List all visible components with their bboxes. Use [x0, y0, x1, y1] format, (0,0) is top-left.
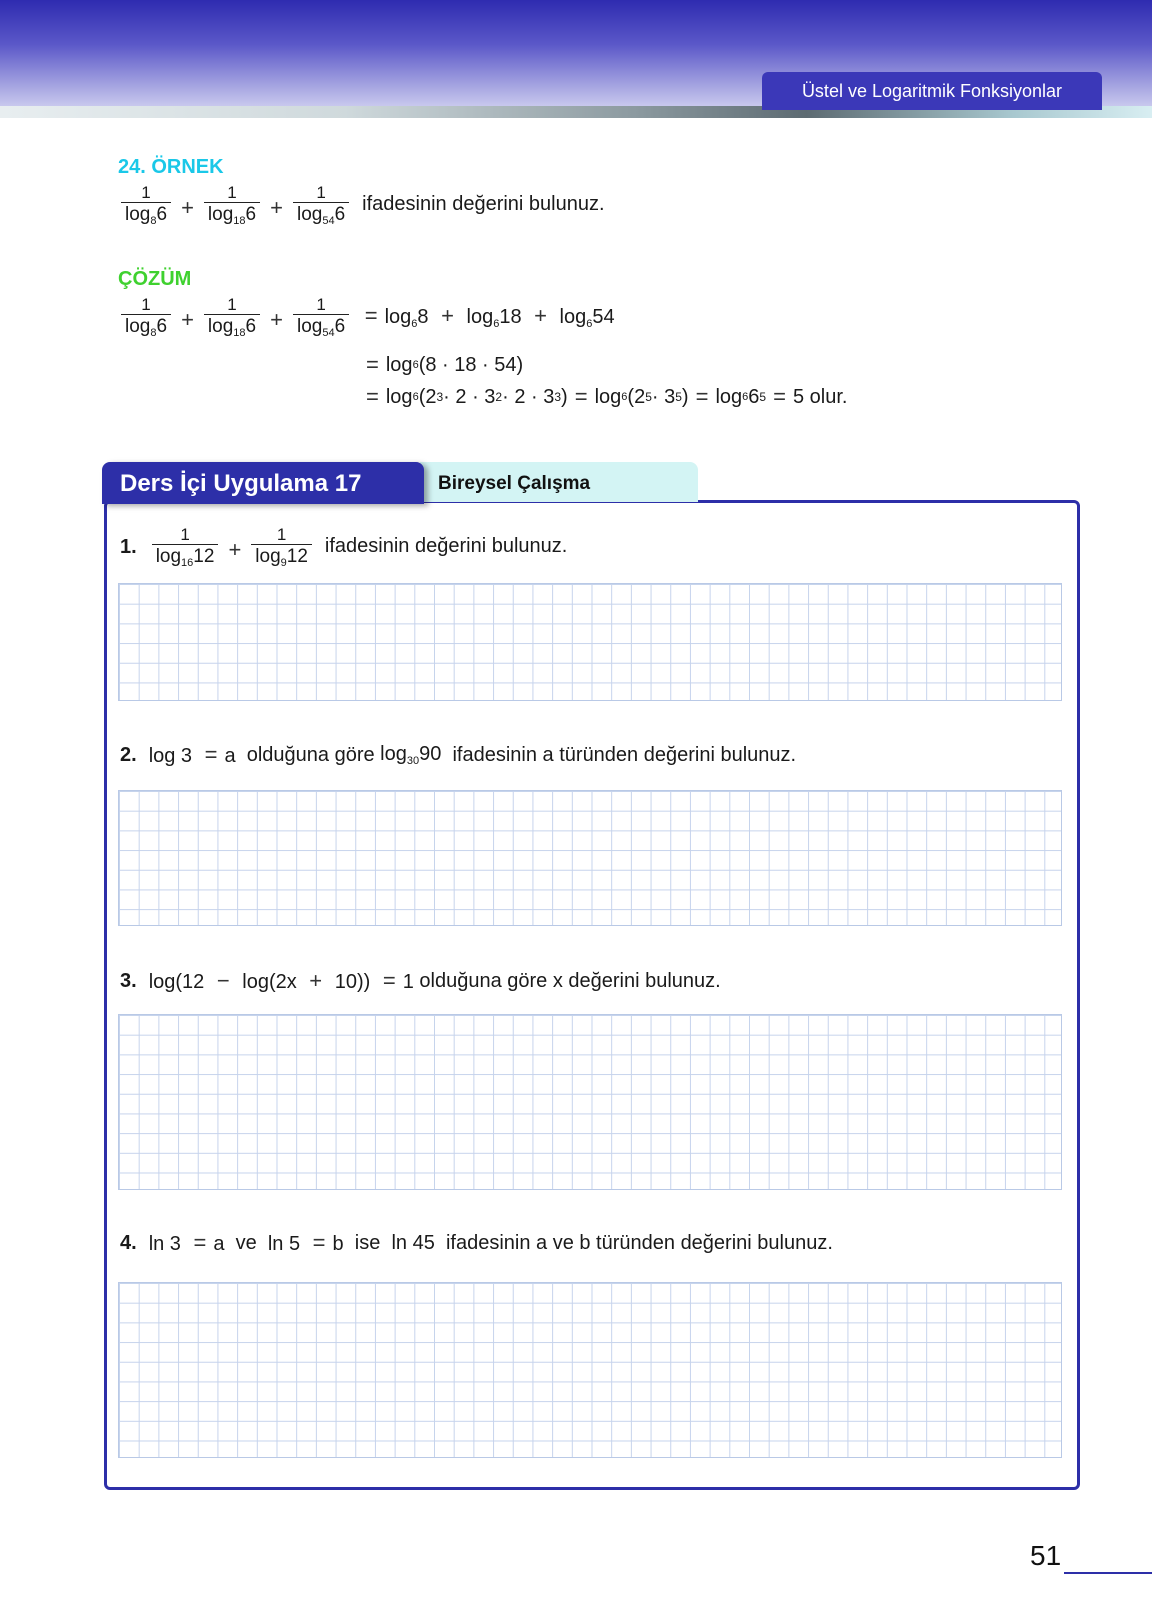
- exercise-title: Ders İçi Uygulama 17: [102, 462, 424, 504]
- fraction: $\frac{1}{\log_86}$: [121, 296, 171, 344]
- question-text: ifadesinin a ve b türünden değerini bulunuz.: [445, 1231, 833, 1254]
- fraction: $\frac{1}{\log_86}$: [121, 184, 171, 232]
- answer-grid-4[interactable]: [118, 1282, 1062, 1458]
- solution-line-2: = log 6 (8 · 18 · 54): [366, 352, 524, 377]
- example-label: 24. ÖRNEK: [118, 156, 224, 178]
- question-3: 3. log(12 − log(2x + 10)) = 1 olduğuna göre x değerini bulunuz.: [120, 968, 721, 993]
- example-expression: $\frac{1}{\log_86}$ + $\frac{1}{\log_{18}6}$ + $\frac{1}{\log_{54}6}$ ifadesinin değerini bulunuz.: [118, 184, 605, 232]
- fraction: $\frac{1}{\log_{16}12}$: [152, 526, 219, 574]
- exercise-subtitle: Bireysel Çalışma: [420, 462, 698, 502]
- question-number: 1.: [120, 535, 137, 558]
- solution-line-3: = log 6 (2 3 · 2 · 3 2 · 2 · 3 3 ) = log 6 (2 5 · 3 5 ) = log 6 6 5 = 5 olur.: [366, 384, 848, 409]
- fraction: $\frac{1}{\log_{54}6}$: [293, 296, 349, 344]
- page-number-rule: [1064, 1572, 1152, 1574]
- question-number: 4.: [120, 1231, 137, 1254]
- page-number: 51: [1030, 1540, 1062, 1571]
- fraction: $\frac{1}{\log_912}$: [251, 526, 312, 574]
- solution-conclusion: olur.: [809, 385, 848, 408]
- question-text: ifadesinin değerini bulunuz.: [324, 534, 568, 557]
- fraction: $\frac{1}{\log_{54}6}$: [293, 184, 349, 232]
- question-text: ve: [235, 1231, 257, 1254]
- question-number: 3.: [120, 969, 137, 992]
- chapter-title: Üstel ve Logaritmik Fonksiyonlar: [762, 72, 1102, 110]
- fraction: $\frac{1}{\log_{18}6}$: [204, 296, 260, 344]
- answer-grid-3[interactable]: [118, 1014, 1062, 1190]
- solution-label: ÇÖZÜM: [118, 268, 192, 290]
- question-text: ise: [354, 1231, 381, 1254]
- question-2: 2. log 3 = a olduğuna göre $\log_{30}90$ ifadesinin a türünden değerini bulunuz.: [120, 742, 797, 767]
- answer-grid-1[interactable]: [118, 583, 1062, 701]
- question-text: olduğuna göre x değerini bulunuz.: [419, 969, 721, 992]
- question-text: ifadesinin a türünden değerini bulunuz.: [452, 743, 797, 766]
- question-4: 4. ln 3 = a ve ln 5 = b ise ln 45 ifadesinin a ve b türünden değerini bulunuz.: [120, 1230, 833, 1255]
- example-question-text: ifadesinin değerini bulunuz.: [362, 192, 605, 215]
- question-text: olduğuna göre: [246, 743, 375, 766]
- solution-line-1: $\frac{1}{\log_86}$ + $\frac{1}{\log_{18}6}$ + $\frac{1}{\log_{54}6}$ = $\log_68 + \log_618 + \log_654$: [118, 296, 615, 344]
- question-1: 1. $\frac{1}{\log_{16}12}$ + $\frac{1}{\log_912}$ ifadesinin değerini bulunuz.: [120, 526, 567, 574]
- question-number: 2.: [120, 743, 137, 766]
- answer-grid-2[interactable]: [118, 790, 1062, 926]
- fraction: $\frac{1}{\log_{18}6}$: [204, 184, 260, 232]
